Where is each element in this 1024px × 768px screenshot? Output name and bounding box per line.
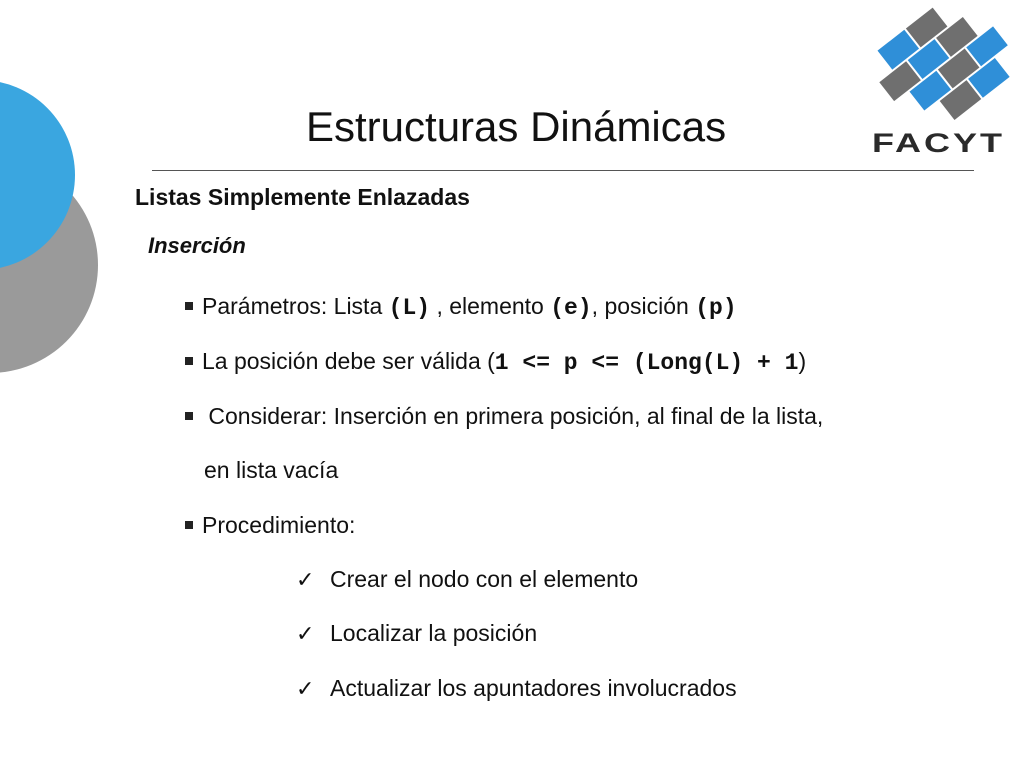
bullet-parametros	[185, 291, 737, 323]
bullet-posicion-valida	[185, 346, 806, 378]
logo-blocks-icon	[862, 0, 1024, 130]
facyt-logo	[862, 0, 1024, 172]
code-p: (p)	[695, 295, 737, 321]
checkmark-icon: ✓	[296, 621, 315, 646]
code-expression: 1 <= p <= (Long(L) + 1	[494, 350, 799, 376]
bullet-text: Procedimiento:	[202, 512, 356, 538]
slide-title: Estructuras Dinámicas	[306, 103, 727, 150]
square-bullet-icon	[185, 412, 193, 420]
bullet-text: Parámetros: Lista	[202, 293, 389, 319]
bullet-text: La posición debe ser válida (	[202, 348, 495, 374]
bullet-text: )	[798, 348, 807, 374]
bullet-text: Considerar: Inserción en primera posición, al final de la lista,	[202, 403, 824, 429]
step-item	[296, 673, 737, 704]
decorative-circles	[0, 0, 110, 420]
code-L: (L)	[388, 295, 431, 321]
section-heading: Inserción	[148, 233, 246, 258]
code-e: (e)	[550, 295, 592, 321]
square-bullet-icon	[185, 521, 193, 529]
bullet-considerar	[185, 401, 823, 431]
bullet-text: , posición	[591, 293, 696, 319]
slide-subtitle: Listas Simplemente Enlazadas	[135, 184, 470, 210]
bullet-text: , elemento	[430, 293, 551, 319]
bullet-considerar-cont: en lista vacía	[204, 457, 339, 483]
step-text: Actualizar los apuntadores involucrados	[330, 675, 737, 701]
checkmark-icon: ✓	[296, 676, 315, 701]
square-bullet-icon	[185, 357, 193, 365]
square-bullet-icon	[185, 302, 193, 310]
step-item	[296, 564, 638, 595]
step-item	[296, 618, 537, 649]
step-text: Crear el nodo con el elemento	[330, 566, 639, 592]
checkmark-icon: ✓	[296, 567, 315, 592]
title-divider	[152, 170, 974, 171]
logo-text: FACYT	[872, 127, 1006, 158]
step-text: Localizar la posición	[330, 620, 538, 646]
bullet-procedimiento	[185, 510, 355, 540]
